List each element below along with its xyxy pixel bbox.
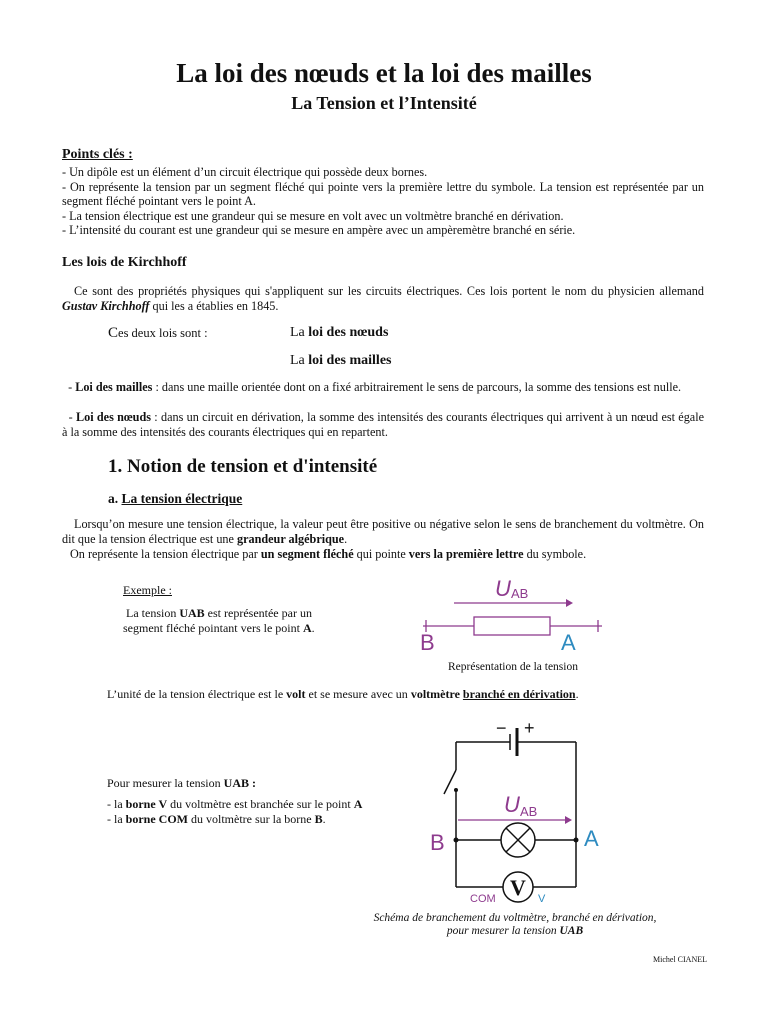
kirchhoff-intro: Ce sont des propriétés physiques qui s'appliquent sur les circuits électriques. Ces lois portent le nom du physicien allemand Gustav Kirchhoff qui les a établies en 1845. xyxy=(62,284,704,313)
borne-v-line: - la borne V du voltmètre est branchée sur le point A xyxy=(107,797,363,811)
tension-paragraph-1: Lorsqu’on mesure une tension électrique, la valeur peut être positive ou négative selon le sens de branchement du voltmètre. On dit que la tension électrique est une grandeur algébrique. xyxy=(62,517,704,546)
tension-representation-figure xyxy=(420,568,610,658)
loi-noeuds-definition: - Loi des nœuds : dans un circuit en dérivation, la somme des intensités des courants électriques qui arrivent à un nœud est égale à la somme des intensités des courants électriques qui en repartent. xyxy=(62,410,705,439)
unit-sentence: L’unité de la tension électrique est le volt et se mesure avec un voltmètre branché en dérivation. xyxy=(107,687,579,701)
u-letter: U xyxy=(504,792,520,817)
section-1a-heading: a. La tension électrique xyxy=(108,491,243,506)
voltmeter-circuit-figure xyxy=(420,712,610,907)
borne-com-line: - la borne COM du voltmètre sur la borne B. xyxy=(107,812,326,826)
com-terminal-label: COM xyxy=(470,893,496,905)
tension-paragraph-2: On représente la tension électrique par un segment fléché qui pointe vers la première lettre du symbole. xyxy=(70,547,587,561)
point-a-label: A xyxy=(561,630,576,655)
point-a-label: A xyxy=(584,826,599,851)
u-subscript: AB xyxy=(511,586,529,601)
list-item: - La tension électrique est une grandeur qui se mesure en volt avec un voltmètre branché en dérivation. xyxy=(62,208,564,223)
list-item: - Un dipôle est un élément d’un circuit électrique qui possède deux bornes. xyxy=(62,165,428,179)
points-cles-list xyxy=(62,165,704,238)
page-title: La loi des nœuds et la loi des mailles xyxy=(176,58,592,88)
section-1-heading: 1. Notion de tension et d'intensité xyxy=(108,456,378,477)
figure-2-caption: Schéma de branchement du voltmètre, branché en dérivation, pour mesurer la tension UAB xyxy=(373,912,657,937)
deux-lois-label: Ces deux lois sont : xyxy=(108,325,208,341)
voltmeter-symbol: V xyxy=(510,875,526,900)
loi-noeuds-label: La loi des nœuds xyxy=(290,325,389,340)
list-item: - On représente la tension par un segment fléché qui pointe vers la première lettre du symbole. La tension est représentée par un segment fléché pointant vers le point A. xyxy=(62,179,704,208)
page-subtitle: La Tension et l’Intensité xyxy=(291,93,477,113)
mesure-heading: Pour mesurer la tension UAB : xyxy=(107,776,256,790)
tension-arrow-head xyxy=(566,599,573,607)
author-footer: Michel CIANEL xyxy=(653,955,707,964)
battery-plus: + xyxy=(524,718,535,738)
loi-mailles-label: La loi des mailles xyxy=(290,353,392,368)
u-letter: U xyxy=(495,576,511,601)
u-subscript: AB xyxy=(520,804,538,819)
loi-mailles-definition: - Loi des mailles : dans une maille orientée dont on a fixé arbitrairement le sens de parcours, la somme des tensions est nulle. xyxy=(68,380,682,394)
point-b-label: B xyxy=(430,830,445,855)
battery-minus: − xyxy=(496,718,507,738)
exemple-label: Exemple : xyxy=(123,583,172,597)
v-terminal-label: V xyxy=(538,893,546,905)
exemple-text: La tension UAB est représentée par un segment fléché pointant vers le point A. xyxy=(123,606,315,635)
list-item: - L’intensité du courant est une grandeur qui se mesure en ampère avec un ampèremètre branché en série. xyxy=(62,223,576,237)
point-b-label: B xyxy=(420,630,435,655)
points-cles-heading: Points clés : xyxy=(62,147,133,162)
dipole-rect xyxy=(474,617,550,635)
figure-1-caption: Représentation de la tension xyxy=(448,661,578,673)
kirchhoff-heading: Les lois de Kirchhoff xyxy=(62,255,187,270)
